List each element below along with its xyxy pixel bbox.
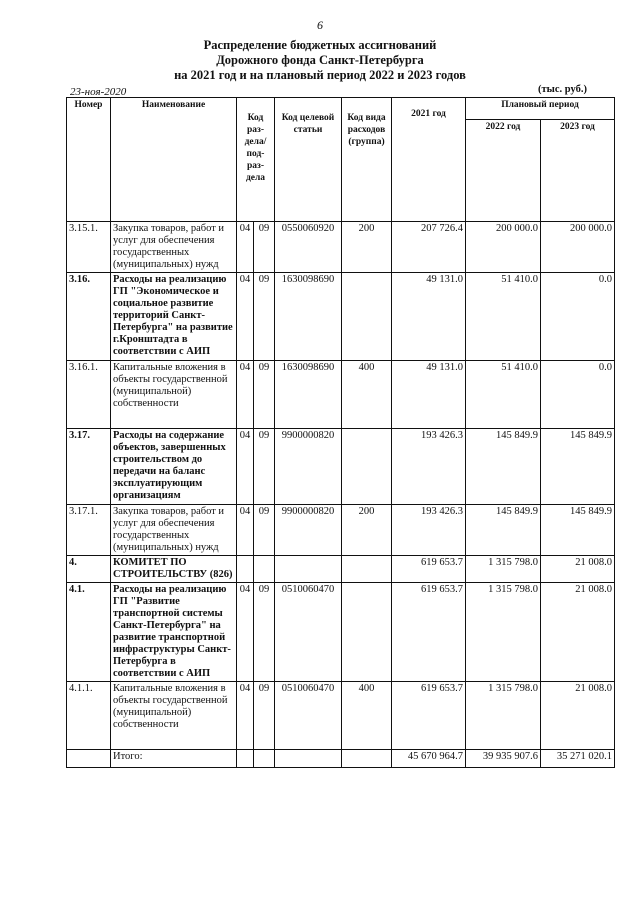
row-value-2023: 200 000.0 (541, 222, 615, 273)
row-value-2021: 619 653.7 (392, 583, 466, 682)
header-number: Номер (67, 98, 111, 222)
row-number: 4.1.1. (67, 682, 111, 750)
title-line-2: Дорожного фонда Санкт-Петербурга (216, 53, 424, 67)
row-expense-code (342, 583, 392, 682)
total-value-2021: 45 670 964.7 (392, 750, 466, 768)
total-value-2023: 35 271 020.1 (541, 750, 615, 768)
table-header (67, 98, 615, 222)
header-2022: 2022 год (466, 120, 541, 222)
table-row (67, 505, 615, 556)
row-value-2022: 200 000.0 (466, 222, 541, 273)
row-subsection: 09 (254, 583, 275, 682)
row-name: Капитальные вложения в объекты государственной (муниципальной) собственности (111, 361, 237, 429)
title-line-1: Распределение бюджетных ассигнований (203, 38, 437, 52)
title-line-3: на 2021 год и на плановый период 2022 и 2023 годов (174, 68, 466, 82)
table-row (67, 273, 615, 361)
row-subsection: 09 (254, 505, 275, 556)
row-value-2023: 21 008.0 (541, 682, 615, 750)
row-expense-code (342, 556, 392, 583)
row-section: 04 (237, 505, 254, 556)
row-value-2022: 145 849.9 (466, 429, 541, 505)
document-date: 23-ноя-2020 (70, 86, 127, 98)
row-value-2023: 21 008.0 (541, 556, 615, 583)
total-empty-cell (237, 750, 254, 768)
table-body (67, 222, 615, 768)
row-value-2021: 49 131.0 (392, 273, 466, 361)
row-number: 3.15.1. (67, 222, 111, 273)
row-target-code: 9900000820 (275, 505, 342, 556)
row-target-code: 0510060470 (275, 682, 342, 750)
total-empty-cell (67, 750, 111, 768)
row-value-2022: 1 315 798.0 (466, 682, 541, 750)
row-number: 3.17.1. (67, 505, 111, 556)
row-name: Расходы на содержание объектов, завершенных строительством до передачи на баланс эксплуатирующим организациям (111, 429, 237, 505)
row-value-2021: 193 426.3 (392, 505, 466, 556)
row-value-2022: 1 315 798.0 (466, 556, 541, 583)
total-row (67, 750, 615, 768)
row-name: КОМИТЕТ ПО СТРОИТЕЛЬСТВУ (826) (111, 556, 237, 583)
row-value-2021: 49 131.0 (392, 361, 466, 429)
row-value-2022: 51 410.0 (466, 361, 541, 429)
row-number: 3.16.1. (67, 361, 111, 429)
budget-table (66, 97, 615, 768)
row-expense-code: 200 (342, 505, 392, 556)
row-expense-code: 400 (342, 682, 392, 750)
page-number: 6 (317, 18, 323, 32)
header-section-code: Код раз-дела/ под-раз-дела (237, 98, 275, 222)
row-subsection: 09 (254, 361, 275, 429)
row-subsection: 09 (254, 222, 275, 273)
row-value-2022: 1 315 798.0 (466, 583, 541, 682)
row-number: 3.17. (67, 429, 111, 505)
row-section: 04 (237, 682, 254, 750)
row-target-code: 0550060920 (275, 222, 342, 273)
row-target-code: 1630098690 (275, 361, 342, 429)
row-name: Закупка товаров, работ и услуг для обеспечения государственных (муниципальных) нужд (111, 222, 237, 273)
total-value-2022: 39 935 907.6 (466, 750, 541, 768)
row-target-code: 0510060470 (275, 583, 342, 682)
row-subsection: 09 (254, 273, 275, 361)
row-section: 04 (237, 222, 254, 273)
row-expense-code: 200 (342, 222, 392, 273)
row-value-2023: 0.0 (541, 361, 615, 429)
row-value-2023: 21 008.0 (541, 583, 615, 682)
row-subsection: 09 (254, 682, 275, 750)
row-value-2022: 51 410.0 (466, 273, 541, 361)
row-value-2021: 619 653.7 (392, 556, 466, 583)
row-number: 3.16. (67, 273, 111, 361)
row-value-2021: 619 653.7 (392, 682, 466, 750)
row-number: 4.1. (67, 583, 111, 682)
total-label: Итого: (111, 750, 237, 768)
header-expense-code: Код вида расходов (группа) (342, 98, 392, 222)
total-empty-cell (275, 750, 342, 768)
row-value-2021: 193 426.3 (392, 429, 466, 505)
row-target-code (275, 556, 342, 583)
row-value-2023: 145 849.9 (541, 429, 615, 505)
units-label: (тыс. руб.) (538, 84, 587, 95)
row-expense-code (342, 273, 392, 361)
table-row (67, 361, 615, 429)
row-target-code: 1630098690 (275, 273, 342, 361)
header-target-code: Код целевой статьи (275, 98, 342, 222)
row-name: Расходы на реализацию ГП "Развитие транспортной системы Санкт-Петербурга" на развитие транспортной инфраструктуры Санкт-Петербурга в соответствии с АИП (111, 583, 237, 682)
row-name: Закупка товаров, работ и услуг для обеспечения государственных (муниципальных) нужд (111, 505, 237, 556)
table-row (67, 682, 615, 750)
row-expense-code: 400 (342, 361, 392, 429)
row-section (237, 556, 254, 583)
row-subsection: 09 (254, 429, 275, 505)
row-target-code: 9900000820 (275, 429, 342, 505)
row-expense-code (342, 429, 392, 505)
table-row (67, 583, 615, 682)
table-row (67, 556, 615, 583)
document-title (0, 38, 640, 83)
row-section: 04 (237, 361, 254, 429)
row-value-2022: 145 849.9 (466, 505, 541, 556)
row-section: 04 (237, 583, 254, 682)
row-value-2023: 145 849.9 (541, 505, 615, 556)
row-number: 4. (67, 556, 111, 583)
total-empty-cell (342, 750, 392, 768)
header-2021: 2021 год (392, 98, 466, 222)
row-name: Расходы на реализацию ГП "Экономическое и социальное развитие территорий Санкт-Петербурга" на развитие г.Кронштадта в соответствии с АИП (111, 273, 237, 361)
total-empty-cell (254, 750, 275, 768)
header-planned-period: Плановый период (466, 98, 615, 120)
row-value-2021: 207 726.4 (392, 222, 466, 273)
row-value-2023: 0.0 (541, 273, 615, 361)
row-section: 04 (237, 273, 254, 361)
row-name: Капитальные вложения в объекты государственной (муниципальной) собственности (111, 682, 237, 750)
table-row (67, 429, 615, 505)
header-2023: 2023 год (541, 120, 615, 222)
row-section: 04 (237, 429, 254, 505)
table-row (67, 222, 615, 273)
row-subsection (254, 556, 275, 583)
header-name: Наименование (111, 98, 237, 222)
